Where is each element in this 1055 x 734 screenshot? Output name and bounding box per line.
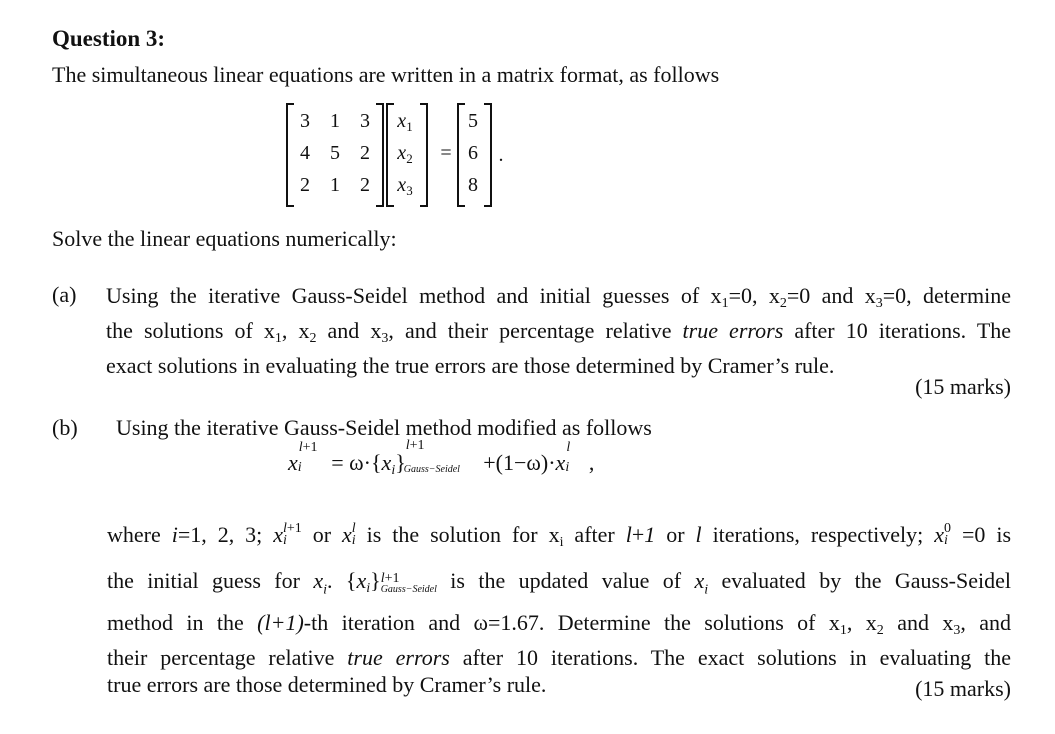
part-a-line: exact solutions in evaluating the true errors are those determined by Cramer’s rule. <box>106 353 835 378</box>
part-a-text <box>106 282 1011 379</box>
gauss-seidel-formula: x l+1 i = ω·{xi} l+1 Gauss−Seidel +(1−ω)·x l i , <box>288 438 595 478</box>
question-heading: Question 3: <box>52 26 166 51</box>
vector-b-cell: 5 <box>468 110 478 132</box>
matrix-a-left-bracket <box>286 103 294 207</box>
part-b-line: method in the (l+1)-th iteration and ω=1.67. Determine the solutions of x1, x2 and x3, and <box>107 610 1012 639</box>
part-a-label: (a) <box>52 282 77 307</box>
matrix-a-cell: 3 <box>300 110 310 132</box>
matrix-a-cell: 2 <box>300 174 310 196</box>
part-a-marks: (15 marks) <box>915 374 1011 399</box>
matrix-equation <box>286 103 506 205</box>
vector-b-cell: 6 <box>468 142 478 164</box>
matrix-a-right-bracket <box>376 103 384 207</box>
matrix-a-cell: 5 <box>330 142 340 164</box>
matrix-a-cell: 3 <box>360 110 370 132</box>
equation-period: . <box>498 144 504 166</box>
solve-instruction: Solve the linear equations numerically: <box>52 226 397 251</box>
question-intro: The simultaneous linear equations are written in a matrix format, as follows <box>52 62 720 87</box>
part-b-line: the initial guess for $x_i$. {xi} l+1 Gauss−Seidel is the updated value of $x_i$ evaluated by the Gauss-Seidel <box>107 568 1011 598</box>
vector-x-cell: $x_3$ <box>397 174 413 198</box>
part-a-line: Using the iterative Gauss-Seidel method and initial guesses of x1=0, x2=0 and x3=0, determine <box>106 283 1012 311</box>
equals-sign: = <box>440 142 452 164</box>
matrix-a-cell: 1 <box>330 174 340 196</box>
part-a-line: the solutions of x1, x2 and x3, and their percentage relative true errors after 10 iterations. The <box>106 318 1012 346</box>
vector-x-cell: $x_2$ <box>397 142 413 166</box>
matrix-a-cell: 2 <box>360 142 370 164</box>
vector-b-cell: 8 <box>468 174 478 196</box>
part-b-line: their percentage relative true errors after 10 iterations. The exact solutions in evaluating the <box>107 645 1011 671</box>
matrix-a-cell: 2 <box>360 174 370 196</box>
vector-x-cell: $x_1$ <box>397 110 413 134</box>
part-b-marks: (15 marks) <box>915 676 1011 701</box>
part-b-text <box>107 516 1011 698</box>
part-b-line: true errors are those determined by Cramer’s rule. <box>107 672 547 698</box>
vector-x-left-bracket <box>386 103 394 207</box>
matrix-a-cell: 4 <box>300 142 310 164</box>
part-b-line: where i=1, 2, 3; x l+1 i or x l i is the solution for xi after l+1 or l iterations, respectively; x 0 i =0 is <box>107 521 1012 550</box>
part-b-label: (b) <box>52 415 78 440</box>
vector-x-right-bracket <box>420 103 428 207</box>
matrix-a-cell: 1 <box>330 110 340 132</box>
part-b-intro: Using the iterative Gauss-Seidel method modified as follows <box>116 415 652 440</box>
